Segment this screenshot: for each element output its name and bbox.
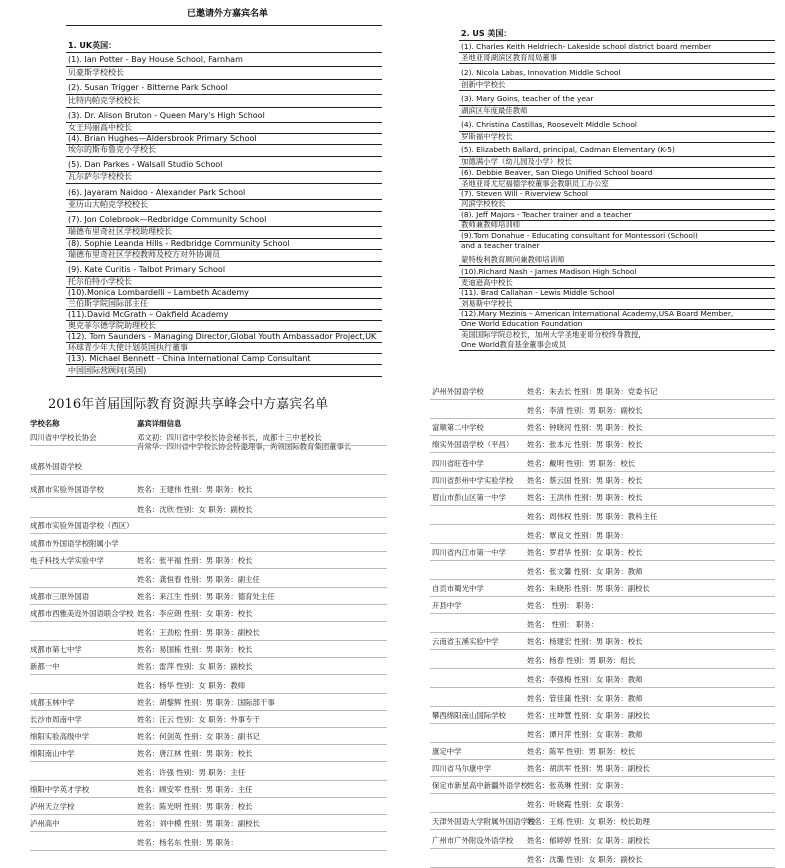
- uk-list-item: 兰伯斯学院国际部主任: [68, 299, 148, 308]
- guest-info: 姓名：叶晓霞 性别：女 职务：: [527, 800, 628, 809]
- guest-info: 姓名：顾安军 性别：男 职务：主任: [137, 785, 253, 794]
- us-list-item: (2). Nicola Labas, Innovation Middle School: [461, 68, 621, 77]
- uk-list-item: (3). Dr. Alison Bruton - Queen Mary's High School: [68, 111, 265, 120]
- uk-list-item: (6). Jayaram Naidoo - Alexander Park School: [68, 188, 246, 197]
- row-rule: [430, 793, 775, 794]
- uk-list-item: (10).Monica Lombardelli – Lambeth Academy: [68, 288, 249, 297]
- us-list-item: (1). Charles Keith Heldriech- Lakeside school district board member: [461, 42, 712, 51]
- guest-info: 姓名：郁婷婷 性别：女 职务：副校长: [527, 836, 650, 845]
- school-name: 开县中学: [432, 601, 462, 610]
- school-name: 四川省内江市第一中学: [432, 548, 506, 557]
- uk-list-item: (4). Brian Hughes—Aldersbrook Primary School: [68, 134, 257, 143]
- school-name: 绵阳实验高级中学: [30, 732, 90, 741]
- school-name: 绵实外国语学校（平昌）: [432, 440, 514, 449]
- uk-list-item: (1). Ian Potter - Bay House School, Farnham: [68, 55, 243, 64]
- row-rule: [430, 706, 775, 707]
- school-name: 成都市西雅美迩外国语联合学校: [30, 609, 134, 618]
- school-name: 电子科技大学实验中学: [30, 556, 104, 565]
- school-name: 新都一中: [30, 662, 60, 671]
- school-name: 绵阳中学英才学校: [30, 785, 90, 794]
- row-rule: [430, 471, 775, 472]
- school-name: 富顺第二中学校: [432, 423, 484, 432]
- guest-info: 姓名：张文馨 性别：女 职务：教师: [527, 567, 643, 576]
- guest-info: 姓名：王洪伟 性别：男 职务：校长: [527, 493, 643, 502]
- us-list-item: 教师兼教师培训师: [461, 220, 521, 229]
- guest-info: 姓名： 性别： 职务：: [527, 620, 599, 629]
- row-rule: [430, 848, 775, 849]
- guest-info: 姓名：王建伟 性别：男 职务：校长: [137, 485, 253, 494]
- guest-info: 姓名：沈欣 性别：女 职务：副校长: [137, 505, 253, 514]
- row-rule: [430, 776, 775, 777]
- school-name: 广州市广外附设外语学校: [432, 836, 514, 845]
- row-rule: [430, 632, 775, 633]
- uk-list-item: 埃尔的斯布鲁克小学校长: [68, 145, 156, 154]
- uk-heading: 1. UK英国：: [68, 41, 117, 50]
- school-name: 攀西绵阳南山国际学校: [432, 711, 506, 720]
- us-list-item: 河滨学校校长: [461, 199, 506, 208]
- guest-info: 姓名：雷萍 性别：女 职务：副校长: [137, 662, 253, 671]
- uk-list-item: 亚历山大帕克学校校长: [68, 200, 148, 209]
- column-info-header: 嘉宾详细信息: [137, 419, 182, 428]
- guest-info: 姓名：罗君华 性别：女 职务：校长: [527, 548, 643, 557]
- row-rule: [430, 759, 775, 760]
- uk-list-title: 已邀请外方嘉宾名单: [187, 9, 269, 19]
- row-rule: [430, 668, 775, 669]
- school-name: 成都市外国语学校附属小学: [30, 539, 119, 548]
- guest-info: 姓名：杨春 性别：男 职务：组长: [527, 656, 636, 665]
- uk-list-item: (9). Kate Curitis - Talbot Primary School: [68, 265, 226, 274]
- guest-info: 姓名：朱去长 性别：男 职务：党委书记: [527, 387, 658, 396]
- guest-info: 姓名：周伟权 性别：男 职务：教科主任: [527, 512, 658, 521]
- guest-info: 姓名：李应朗 性别：女 职务：校长: [137, 609, 253, 618]
- guest-info: 姓名：龚恒春 性别：男 职务：副主任: [137, 575, 260, 584]
- us-list-item: (12).Mary Mezinis – American International Academy,USA Board Member,: [461, 309, 734, 318]
- us-list-item: 圣地亚哥湖滨区教育局局董事: [461, 53, 558, 62]
- guest-info: 姓名：杨华 性别：女 职务：教师: [137, 681, 246, 690]
- us-list-item: 蒙特梭利教育顾问兼教师培训师: [461, 255, 565, 264]
- guest-info: 姓名：朱晓彤 性别：男 职务：副校长: [527, 584, 650, 593]
- school-name: 成都市实验外国语学校: [30, 485, 104, 494]
- guest-info: 姓名：易国栋 性别：男 职务：校长: [137, 645, 253, 654]
- guest-info: 姓名：胡洪军 性别：男 职务：副校长: [527, 764, 650, 773]
- uk-list-item: 托尔伯特小学校长: [68, 277, 132, 286]
- school-name: 自贡市蜀光中学: [432, 584, 484, 593]
- row-rule: [430, 505, 775, 506]
- row-rule: [430, 418, 775, 419]
- row-rule: [430, 399, 775, 400]
- guest-info: 姓名：陈军 性别：男 职务：校长: [527, 747, 636, 756]
- school-name: 泸州外国语学校: [432, 387, 484, 396]
- row-rule: [430, 560, 775, 561]
- uk-list-item: 瑞德布里奇社区学校教师及校方对外协调员: [68, 250, 220, 259]
- uk-list-item: 瓦尔萨尔学校校长: [68, 172, 132, 181]
- uk-list-item: 奥克菲尔德学院助理校长: [68, 321, 156, 330]
- us-list-item: (10).Richard Nash - James Madison High School: [461, 267, 637, 276]
- row-rule: [430, 543, 775, 544]
- us-list-item: (3). Mary Goins, teacher of the year: [461, 94, 594, 103]
- uk-list-item: (8). Sophie Leanda Hills - Redbridge Community School: [68, 239, 290, 248]
- us-list-item: 湖滨区年度最佳教师: [461, 106, 528, 115]
- us-list-item: 罗斯福中学校长: [461, 132, 513, 141]
- row-rule: [430, 687, 775, 688]
- guest-info: 姓名：李强梅 性别：女 职务：教师: [527, 675, 643, 684]
- school-name: 泸州天立学校: [30, 802, 75, 811]
- guest-info: 姓名：张平福 性别：男 职务：校长: [137, 556, 253, 565]
- school-name: 四川省彭州中学实验学校: [432, 476, 514, 485]
- uk-list-item: 比特内帕克学校校长: [68, 96, 140, 105]
- uk-list-item: (12). Tom Saunders - Managing Director,Global Youth Ambassador Project,UK: [68, 332, 377, 341]
- school-name: 成都外国语学校: [30, 462, 82, 471]
- guest-info: 姓名：张本元 性别：男 职务：校长: [527, 440, 643, 449]
- row-rule: [430, 596, 775, 597]
- uk-list-item: 女王玛丽高中校长: [68, 123, 132, 132]
- uk-list-item: 瑞德布里奇社区学校助理校长: [68, 227, 172, 236]
- guest-info: 姓名：钟晓河 性别：男 职务：校长: [527, 423, 643, 432]
- school-name: 天津外国语大学附属外国语学校: [432, 817, 536, 826]
- column-school-header: 学校名称: [30, 419, 60, 428]
- guest-info: 姓名：蔡云国 性别：男 职务：校长: [527, 476, 643, 485]
- row-rule: [430, 742, 775, 743]
- row-rule: [430, 524, 775, 525]
- guest-info: 姓名：来江生 性别：男 职务：德育处主任: [137, 592, 275, 601]
- guest-info: 姓名：管佳蒲 性别：女 职务：教师: [527, 694, 643, 703]
- uk-list-item: (5). Dan Parkes - Walsall Studio School: [68, 160, 223, 169]
- guest-info: 姓名：庄坤慧 性别：女 职务：副校长: [527, 711, 650, 720]
- school-name: 眉山市彭山区第一中学: [432, 493, 506, 502]
- us-list-item: (6). Debbie Beaver, San Diego Unified School board: [461, 168, 653, 177]
- guest-info: 姓名：张英琳 性别：女 职务：: [527, 781, 628, 790]
- us-list-item: 麦迪逊高中校长: [461, 278, 513, 287]
- school-name: 绵阳南山中学: [30, 749, 75, 758]
- guest-info: 姓名：杨名东 性别：男 职务：: [137, 838, 238, 847]
- row-rule: [430, 435, 775, 436]
- uk-list-item: (2). Susan Trigger - Bitterne Park School: [68, 83, 228, 92]
- row-rule: [430, 488, 775, 489]
- school-name: 成都市三原外国语: [30, 592, 90, 601]
- row-rule: [430, 829, 775, 830]
- us-list-item: 圣地亚哥尤尼福德学校董事会教职员工办公室: [461, 179, 609, 188]
- school-name: 四川省中学校长协会: [30, 433, 97, 442]
- uk-list-item: (7). Jon Colebrook—Redbridge Community School: [68, 215, 267, 224]
- school-name: 四川省马尔康中学: [432, 764, 492, 773]
- school-name: 康定中学: [432, 747, 462, 756]
- row-rule: [430, 649, 775, 650]
- school-name: 长沙市周南中学: [30, 715, 82, 724]
- school-name: 成都市实验外国语学校（西区）: [30, 521, 134, 530]
- us-list-item: 加德满小学（幼儿园及小学）校长: [461, 157, 572, 166]
- guest-info: 姓名：刘中模 性别：男 职务：副校长: [137, 819, 260, 828]
- school-name: 保定市新星高中新疆外语学校: [432, 781, 529, 790]
- us-list-item: (9).Tom Donahue - Educating consultant for Montessori (School): [461, 231, 698, 240]
- guest-info: 姓名：何剑英 性别：女 职务：副书记: [137, 732, 260, 741]
- us-list-item: (5). Elizabeth Ballard, principal, Cadman Elementary (K-5): [461, 145, 675, 154]
- uk-list-item: 中国国际营顾问(英国): [68, 366, 147, 375]
- us-list-item: (7). Steven Will - Riverview School: [461, 189, 588, 198]
- us-list-item: 美国国际学院总校长，加州大学圣地亚哥分校终身教授，: [461, 330, 646, 339]
- guest-info: 姓名：许强 性别：男 职务：主任: [137, 768, 246, 777]
- us-list-item: 创新中学校长: [461, 80, 506, 89]
- school-name: 成都市第七中学: [30, 645, 82, 654]
- guest-info: 姓名：谭月萍 性别：女 职务：教师: [527, 730, 643, 739]
- uk-list-item: 贝豪斯学校校长: [68, 68, 124, 77]
- us-list-item: One World教育基金董事会成员: [461, 340, 567, 349]
- guest-info: 姓名：胡黎辉 性别：男 职务：国际部干事: [137, 698, 275, 707]
- guest-info: 姓名：杨建宏 性别：男 职务：校长: [527, 637, 643, 646]
- guest-info: 姓名：王劲松 性别：男 职务：副校长: [137, 628, 260, 637]
- row-rule: [430, 452, 775, 453]
- us-list-item: One World Education Foundation: [461, 319, 583, 328]
- school-name: 四川省旺苍中学: [432, 459, 484, 468]
- guest-info: 姓名：沈璐 性别：女 职务：副校长: [527, 855, 643, 864]
- school-name: 云南省玉溪实验中学: [432, 637, 499, 646]
- uk-list-item: (11).David McGrath – Oakfield Academy: [68, 310, 229, 319]
- row-rule: [430, 613, 775, 614]
- us-heading: 2. US 美国：: [461, 29, 512, 38]
- row-rule: [430, 812, 775, 813]
- guest-info: 姓名： 性别： 职务：: [527, 601, 599, 610]
- guest-info: 姓名：王烁 性别：女 职务：校长助理: [527, 817, 650, 826]
- guest-info: 姓名：陈光明 性别：男 职务：校长: [137, 802, 253, 811]
- guest-info: 姓名：李清 性别：男 职务：副校长: [527, 406, 643, 415]
- uk-list-item: 环球青少年大使计划英国执行董事: [68, 343, 188, 352]
- guest-info: 姓名：汪云 性别：女 职务：外事专干: [137, 715, 260, 724]
- us-list-item: (4). Christina Castillas, Roosevelt Middle School: [461, 120, 637, 129]
- school-name: 泸州高中: [30, 819, 60, 828]
- chinese-list-title: 2016年首届国际教育资源共享峰会中方嘉宾名单: [48, 397, 329, 412]
- us-list-item: (8). Jeff Majors - Teacher trainer and a teacher: [461, 210, 632, 219]
- uk-list-item: (13). Michael Bennett - China International Camp Consultant: [68, 354, 311, 363]
- us-list-item: 刘易斯中学校长: [461, 299, 513, 308]
- us-list-item: and a teacher trainer: [461, 241, 540, 250]
- guest-info: 姓名：覃良文 性别：男 职务：: [527, 531, 628, 540]
- guest-info: 姓名：唐江林 性别：男 职务：校长: [137, 749, 253, 758]
- us-list-item: (11). Brad Callahan - Lewis Middle School: [461, 288, 615, 297]
- school-name: 成都玉林中学: [30, 698, 75, 707]
- row-rule: [430, 579, 775, 580]
- guest-info: 姓名：戴明 性别：男 职务：校长: [527, 459, 636, 468]
- guest-info: 邓文初：四川省中学校长协会秘书长，成都十三中老校长 肖常华：四川省中学校长协会特邀理事，尚领国际教育集团董事长: [137, 433, 352, 451]
- row-rule: [430, 723, 775, 724]
